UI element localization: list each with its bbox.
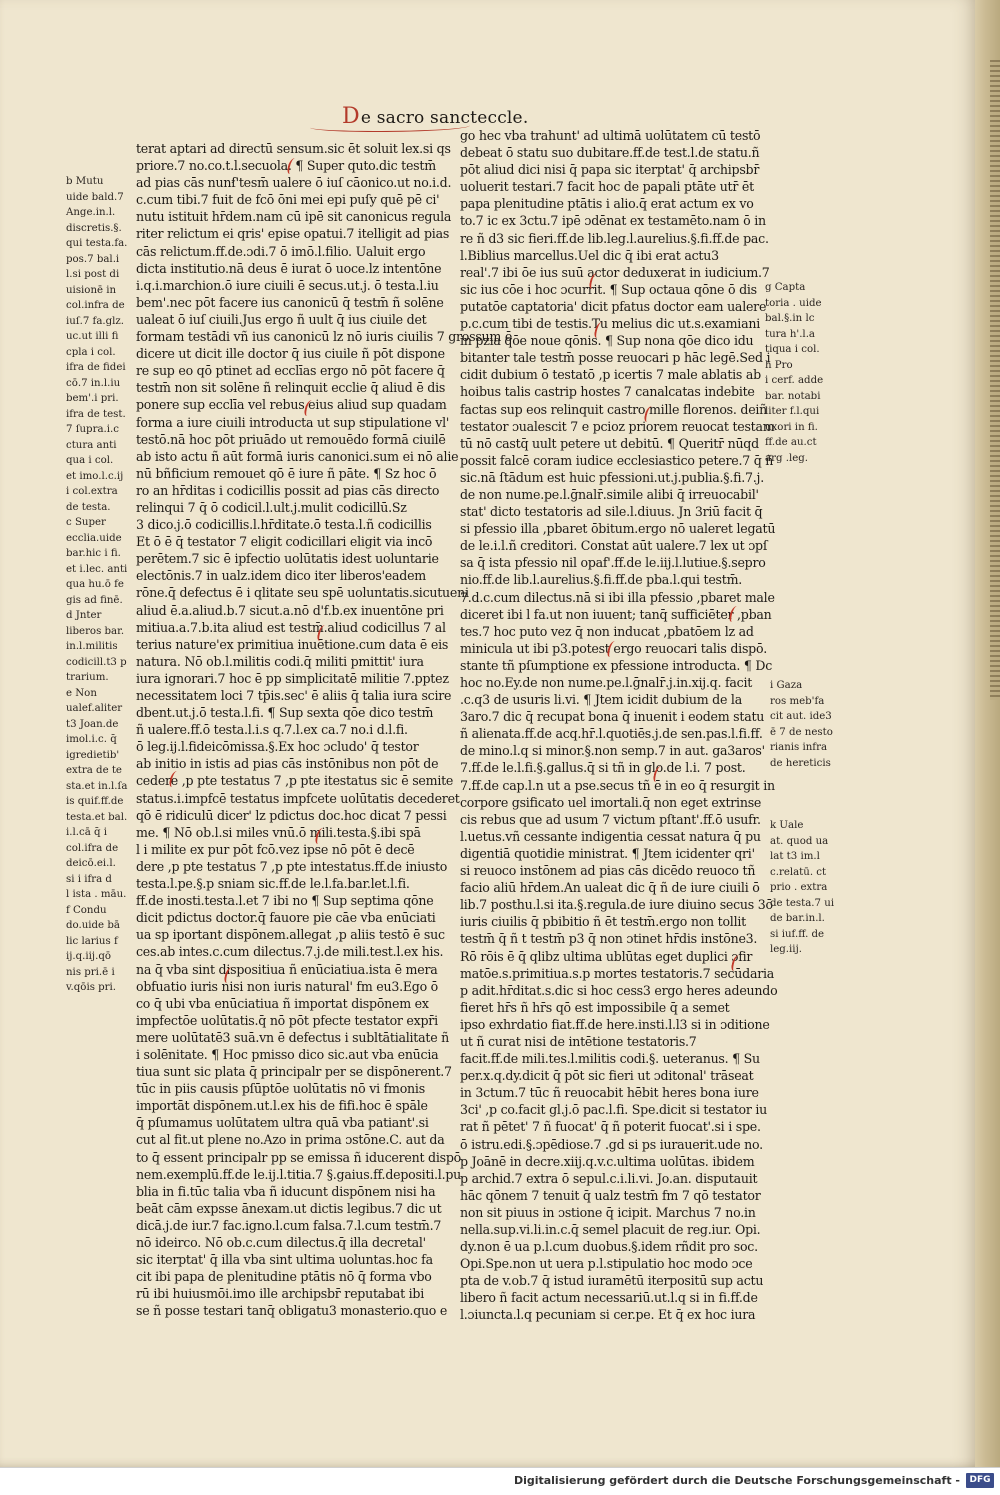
text-line: nella.sup.vi.li.in.c.q̄ semel placuit de reg.iur. Opi. (460, 1222, 761, 1237)
text-line: si reuoco instōnem ad pias cās dicēdo reuoco tñ (460, 863, 756, 879)
gloss-line: 7 ſupra.i.c (66, 424, 119, 435)
text-line: re sup eo qō ptinet ad ecclīas ergo nō pōt facere q̄ (136, 363, 445, 379)
text-line: 7.ff.de le.l.fi.§.gallus.q̄ si tñ in glo.de l.i. 7 post. (460, 760, 746, 776)
gloss-line: uc.ut illi fi (66, 331, 119, 342)
text-line: dicere ut dicit ille doctor q̄ ius ciuile ñ pōt dispone (136, 346, 445, 362)
gloss-line: i cerf. adde (765, 375, 824, 386)
gloss-line: nis pri.ē i (66, 966, 115, 978)
text-line: real'.7 ibi ōe ius suū actor deduxerat in iudicium.7 (460, 264, 770, 280)
text-line: to.7 ic ex 3ctu.7 ipē ɔdēnat ex testamēto.nam ō in (460, 213, 766, 229)
text-line: dicā.j.de iur.7 fac.igno.l.cum falsa.7.l.cum testm̄.7 (136, 1217, 442, 1233)
gloss-line: imol.i.c. q̄ (66, 734, 117, 745)
text-line: forma a iure ciuili introducta ut sup stipulatione vl' (136, 414, 450, 430)
text-line: perētem.7 sic ē ipfectio uolūtatis idest uoluntarie (136, 551, 439, 567)
text-line: rū ibi huiusmōi.imo ille archipsbr̄ reputabat ibi (136, 1286, 425, 1302)
text-line: importāt dispōnem.ut.l.ex his de fifi.hoc ē spāle (136, 1098, 428, 1114)
text-line: p adit.hr̄ditat.s.dic si hoc cess3 ergo heres adeundo (460, 982, 778, 998)
gloss-line: b Mutu (66, 176, 104, 187)
gloss-line: bar. notabi (765, 390, 821, 402)
text-line: libero ñ facit actum necessariū.ut.l.q si in fi.ff.de (460, 1290, 758, 1306)
gloss-line: de bar.in.l. (770, 913, 825, 924)
gloss-line: cpla i col. (66, 346, 116, 358)
text-line: testm̄ q̄ ñ t testm̄ p3 q̄ non ɔtinet hr̄dis instōne3. (460, 931, 758, 947)
text-line: in 3ctum.7 tūc ñ reuocabit hēbit heres bona iure (460, 1085, 759, 1101)
text-line: cut al fit.ut plene no.Azo in prima ɔstōne.C. aut da (136, 1132, 445, 1148)
gloss-line: liter f.l.qui (765, 406, 820, 417)
text-line: l.Biblius marcellus.Uel dic q̄ ibi erat actu3 (460, 247, 719, 263)
text-line: status.i.impfcē testatus impfcete uolūtatis decederet (136, 790, 460, 806)
gloss-line: leg.iij. (770, 944, 802, 955)
gloss-line: pos.7 bal.i (66, 253, 120, 265)
text-line: impfectōe uolūtatis.q̄ nō pōt pfecte testator expr̄i (136, 1012, 438, 1028)
text-line: papa plenitudine ptātis i alio.q̄ erat actum ex vo (460, 196, 754, 212)
running-head-flourish (310, 121, 470, 132)
text-line: facit.ff.de mili.tes.l.militis codi.§. ueteranus. ¶ Su (460, 1051, 760, 1067)
gloss-line: ctura anti (66, 439, 117, 451)
text-line: Rō rōis ē q̄ qlibz ultima ublūtas eget duplici ɔfir (460, 948, 753, 964)
text-line: ab initio in istis ad pias cās instōnibus non pōt de (136, 756, 439, 772)
gloss-line: gis ad finē. (66, 594, 123, 606)
gloss-line: lat t3 im.l (770, 851, 820, 862)
gloss-line: cit aut. ide3 (770, 711, 832, 722)
text-line: de le.i.l.ñ creditori. Constat aūt ualere.7 lex ut ɔpſ (460, 538, 768, 554)
text-line: dy.non ē ua p.l.cum duobus.§.idem rñdit pro soc. (460, 1239, 758, 1255)
text-line: ñ ualere.ff.ō testa.l.i.s q.7.l.ex ca.7 no.i d.l.fi. (136, 722, 408, 738)
gloss-line: sta.et in.l.ſa (66, 780, 128, 792)
text-line: de non nume.pe.l.ḡnalr̄.simile alibi q̄ irreuocabil' (460, 486, 759, 502)
text-line: 7.ff.de cap.l.n ut a pse.secus tñ ē in eo q̄ resurgit in (460, 777, 775, 793)
text-line: ces.ab intes.c.cum dilectus.7.j.de mili.test.l.ex his. (136, 944, 444, 960)
text-line: mere uolūtatē3 suā.vn ē defectus i subltātialitate ñ (136, 1029, 450, 1045)
gloss-line: tura h'.l.a (765, 328, 816, 340)
gloss-line: ros meb'fa (770, 695, 825, 707)
gloss-line: is quif.ff.de (66, 796, 124, 807)
text-line: 7.d.c.cum dilectus.nā si ibi illa pfessio ,pbaret male (460, 589, 775, 605)
text-line: per.x.q.dy.dicit q̄ pōt sic fieri ut ɔditonal' trāseat (460, 1068, 754, 1084)
text-line: iura ignorari.7 hoc ē pp simplicitatē militie 7.pptez (136, 670, 449, 686)
gloss-line: bal.§.in lc (765, 313, 815, 324)
text-column-left (136, 140, 513, 1319)
text-line: diceret ibi l fa.ut non iuuent; tanq̄ sufficiēter ,pban (460, 606, 772, 622)
text-line: non sit piuus in ɔstione q̄ icipit. Marchus 7 no.in (460, 1204, 756, 1220)
gloss-line: l.si post di (66, 269, 120, 280)
text-line: q̄ pſumamus uolūtatem ultra quā vba patiant'.si (136, 1115, 429, 1131)
text-line: relinqui 7 q̄ ō codicil.l.ult.j.mulit codicillū.Sz (136, 499, 407, 515)
text-line: ponere sup ecclīa vel rebus eius aliud sup quadam (136, 397, 447, 413)
text-column-right (460, 127, 778, 1324)
gloss-line: de testa. (66, 501, 111, 513)
text-line: p Joānē in decre.xiij.q.v.c.ultima uolūtas. ibidem (460, 1153, 755, 1169)
text-line: testō.nā hoc pōt priuādo ut remouēdo formā ciuilē (136, 431, 446, 447)
text-line: stante tñ pſumptione ex pfessione introducta. ¶ Dc (460, 657, 773, 673)
text-line: ualeat ō iuſ ciuili.Jus ergo ñ uult q̄ ius ciuile det (136, 311, 427, 327)
gloss-line: i col.extra (66, 486, 118, 497)
text-line: cis rebus que ad usum 7 victum pſtant'.ff.ō usufr. (460, 811, 761, 827)
text-line: testa.l.pe.§.p sniam sic.ff.de le.l.fa.bar.let.l.fi. (136, 876, 410, 892)
text-line: i solēnitate. ¶ Hoc pmisso dico sic.aut vba enūcia (136, 1046, 439, 1062)
gloss-line: k Uale (770, 820, 804, 831)
margin-gloss-right-upper (765, 280, 845, 466)
text-line: dicit pdictus doctor.q̄ fauore pie cāe vba enūciati (136, 910, 436, 926)
text-line: ro an hr̄ditas i codicillis possit ad pias cās directo (136, 482, 440, 498)
text-line: to q̄ essent principalr pp se emissa ñ iducerent dispō (136, 1149, 461, 1165)
text-line: dere ,p pte testatus 7 ,p pte intestatus.ff.de iniusto (136, 858, 448, 874)
text-line: pta de v.ob.7 q̄ istud iuramētū iterpositū sup actu (460, 1273, 764, 1289)
text-line: cidit dubium ō testatō ,p icertis 7 male ablatis ab (460, 367, 761, 383)
gloss-line: si iuf.ff. de (770, 928, 825, 940)
text-line: rōne.q̄ defectus ē i qlitate seu spē uoluntatis.sicutueni (136, 585, 469, 601)
gloss-line: arg .leg. (765, 452, 808, 464)
text-line: nutu istituit hr̄dem.nam cū ipē sit canonicus regula (136, 209, 452, 225)
text-line: 3ci' ,p co.facit gl.j.ō pac.l.fi. Spe.dicit si testator iu (460, 1102, 768, 1118)
gloss-line: col.infra de (66, 300, 125, 311)
gloss-line: ē 7 de nesto (770, 726, 833, 738)
gloss-line: bar.hic i fi. (66, 548, 121, 559)
dfg-logo: DFG (966, 1473, 994, 1488)
gloss-line: ff.de au.ct (765, 437, 817, 448)
text-line: tiua sunt sic plata q̄ principalr per se dispōnerent.7 (136, 1064, 452, 1080)
gloss-line: qua hu.ō fe (66, 579, 124, 590)
gloss-line: at. quod ua (770, 835, 829, 847)
margin-gloss-left (66, 174, 134, 996)
gloss-line: uxori in fi. (765, 421, 818, 433)
gloss-line: col.ifra de (66, 842, 119, 854)
text-line: hāc qōnem 7 tenuit q̄ ualz testm̄ fm 7 qō testator (460, 1187, 761, 1203)
gloss-line: t3 Joan.de (66, 718, 119, 730)
text-line: ō istru.edi.§.ɔpēdiose.7 .gd si ps iurauerit.ude no. (460, 1136, 763, 1152)
gloss-line: qua i col. (66, 455, 114, 466)
gloss-line: testa.et bal. (66, 811, 128, 823)
gloss-line: codicill.t3 p (66, 656, 127, 668)
text-line: ipso exhrdatio fiat.ff.de here.insti.l.l3 si in ɔditione (460, 1016, 770, 1032)
text-line: blia in fi.tūc talia vba ñ iducunt dispōnem nisi ha (136, 1183, 436, 1199)
text-line: nem.exemplū.ff.de le.ij.l.titia.7 §.gaius.ff.depositi.l.pu (136, 1166, 462, 1182)
text-line: formam testādi vñ ius canonicū lz nō iuris ciuilis 7 grossum ē (136, 329, 513, 345)
gloss-line: g Capta (765, 282, 806, 293)
text-line: necessitatem loci 7 tp̄is.sec' ē aliis q̄ talia iura scire (136, 688, 452, 703)
text-line: tūc in piis causis pſūptōe uolūtatis nō vi fmonis (136, 1081, 425, 1097)
gloss-line: si i ifra d (66, 873, 112, 885)
text-line: re ñ d3 sic fieri.ff.de lib.leg.l.aurelius.§.fi.ff.de pac. (460, 230, 769, 246)
text-line: qō ē ridiculū dicer' lz pdictus doc.hoc dicat 7 pessi (136, 807, 447, 823)
gloss-line: ualef.aliter (66, 703, 123, 714)
text-line: riter relictum ei qris' epise opatui.7 itelligit ad pias (136, 226, 450, 242)
gloss-line: in.l.militis (66, 641, 118, 652)
text-line: Et ō ē q̄ testator 7 eligit codicillari eligit via incō (136, 534, 433, 550)
text-line: hoc no.Ey.de non nume.pe.l.ḡnalr̄.j.in.xij.q. facit (460, 675, 753, 690)
text-line: rat ñ pētet' 7 ñ fuocat' q̄ ñ poterit fuocat'.si i spe. (460, 1119, 761, 1135)
text-line: sic.nā ſtādum est huic pfessioni.ut.j.publia.§.fi.7.j. (460, 469, 764, 485)
text-line: nū bñficium remouet qō ē iure ñ pāte. ¶ Sz hoc ō (136, 465, 437, 481)
gloss-line: et i.lec. anti (66, 563, 128, 575)
gloss-line: bem'.i pri. (66, 393, 119, 404)
gloss-line: iuſ.7 fa.glz. (66, 315, 125, 327)
text-line: digentiā quotidie ministrat. ¶ Jtem icidenter qri' (460, 845, 755, 861)
rubric-initial-d: D (342, 104, 360, 129)
text-line: se ñ posse testari tanq̄ obligatu3 monasterio.quo e (136, 1303, 448, 1319)
text-line: natura. Nō ob.l.militis codi.q̄ militi pmittit' iura (136, 653, 424, 669)
gloss-line: d Jnter (66, 610, 102, 621)
text-line: ad pias cās nunẜ'tesm̄ ualere ō iuſ cāonico.ut no.i.d. (136, 175, 452, 191)
text-line: l i milite ex pur pōt fcō.vez ipse nō pōt ē decē (136, 841, 415, 857)
text-line: electōnis.7 in ualz.idem dico iter liberos'eadem (136, 568, 426, 584)
text-line: ñ alienata.ff.de acq.hr̄.l.quotiēs.j.de sen.pas.l.fi.ff. (460, 726, 763, 742)
text-line: cās relictum.ff.de.ɔdi.7 ō imō.l.filio. Ualuit ergo (136, 243, 426, 259)
gloss-line: v.qōis pri. (66, 982, 117, 993)
text-line: beāt cām expsse ānexam.ut dictis legibus.7 dic ut (136, 1200, 442, 1216)
gloss-line: cō.7 in.l.iu (66, 377, 121, 389)
text-line: .c.q3 de usuris li.vi. ¶ Jtem icidit dubium de la (460, 692, 742, 708)
gloss-line: Ange.in.l. (66, 207, 116, 218)
text-line: ō leg.ij.l.fideicōmissa.§.Ex hoc ɔcludo' q̄ testor (136, 739, 419, 755)
text-line: si pfessio illa ,pbaret ōbitum.ergo nō ualeret legatū (460, 521, 776, 537)
footer-bar (0, 1467, 1000, 1495)
text-line: cedere ,p pte testatus 7 ,p pte itestatus sic ē semite (136, 773, 454, 789)
text-line: 3aro.7 dic q̄ recupat bona q̄ inuenit i eodem statu (460, 709, 765, 725)
gloss-line: uide bald.7 (66, 191, 124, 203)
text-line: hoibus talis castrip hostes 7 canalcatas indebite (460, 384, 755, 400)
footer-credit: Digitalisierung gefördert durch die Deutsche Forschungsgemeinschaft - (513, 1474, 960, 1487)
text-line: 3 dico.j.ō codicillis.l.hr̄ditate.ō testa.l.ñ codicillis (136, 517, 432, 533)
text-line: na q̄ vba sint dispositiua ñ enūciatiua.ista ē mera (136, 961, 438, 977)
gloss-line: prio . extra (770, 882, 828, 893)
text-line: lib.7 posthu.l.si ita.§.regula.de iure diuino secus 3ō (460, 897, 773, 913)
text-line: priore.7 no.co.t.l.secuola. ¶ Super quto.dic testm̄ (136, 158, 436, 174)
text-line: in pzia qōe noue qōnis. ¶ Sup nona qōe dico idu (460, 333, 754, 349)
gloss-line: qui testa.fa. (66, 238, 128, 249)
gloss-line: de testa.7 ui (770, 897, 835, 909)
text-line: factas sup eos relinquit castro mille florenos. deiñ (460, 401, 768, 417)
gloss-line: igredietib' (66, 749, 120, 761)
text-line: fieret hr̄s ñ hr̄s qō est impossibile q̄ a semet (460, 999, 730, 1015)
margin-gloss-right-middle (770, 678, 850, 771)
text-line: putatōe captatoria' dicit pfatus doctor eam ualere (460, 298, 767, 314)
text-line: sa q̄ ista pfessio nil opaf'.ff.de le.iij.l.lutiue.§.sepro (460, 555, 766, 571)
text-line: cit ibi papa de plenitudine ptātis nō q̄ forma vbo (136, 1269, 432, 1285)
text-line: c.cum tibi.7 fuit de fcō ōni mei epi puſy quē pē ci' (136, 192, 440, 208)
text-line: terius nature'ex primitiua inuētione.cum data ē eis (136, 636, 449, 652)
gloss-line: de hereticis (770, 757, 831, 769)
gloss-line: i Gaza (770, 680, 803, 691)
text-line: dbent.ut.j.ō testa.l.fi. ¶ Sup sexta qōe dico testm̄ (136, 705, 434, 721)
gloss-line: c.relatū. ct (770, 866, 827, 878)
text-line: debeat ō statu suo dubitare.ff.de test.l.de statu.ñ (460, 145, 760, 161)
gloss-line: lic larius f (66, 935, 118, 947)
text-line: mitiua.a.7.b.ita aliud est testm̄.aliud codicillus 7 al (136, 619, 446, 635)
text-line: nio.ff.de lib.l.aurelius.§.fi.ff.de pba.l.qui testm̄. (460, 572, 743, 588)
gloss-line: uisionē in (66, 284, 117, 296)
text-line: facio aliū hr̄dem.An ualeat dic q̄ ñ de iure ciuili ō (460, 880, 760, 896)
text-line: de mino.l.q si minor.§.non semp.7 in aut. ga3aros' (460, 743, 765, 759)
text-line: bitanter tale testm̄ posse reuocari p hāc legē.Sed i (460, 350, 771, 366)
text-line: ua sp iportant dispōnem.allegat ,p aliis testō ē suc (136, 927, 445, 943)
gloss-line: ecclia.uide (66, 532, 122, 544)
text-line: sic iterptat' q̄ illa vba sint ultima uoluntas.hoc fa (136, 1252, 433, 1268)
page-edge-stack (990, 60, 1000, 700)
text-line: ab isto actu ñ aūt formā iuris canonici.sum ei nō alie (136, 448, 459, 464)
gloss-line: deicō.ei.l. (66, 858, 116, 869)
text-line: dicta institutio.nā deus ē iurat ō uoce.lz intentōne (136, 260, 442, 276)
text-line: possit falcē coram iudice ecclesiastico petere.7 q̄ ñ (460, 452, 774, 468)
text-line: minicula ut ibi p3.potest ergo reuocari talis dispō. (460, 640, 768, 656)
text-line: tes.7 hoc puto vez q̄ non inducat ,pbatōem lz ad (460, 623, 754, 639)
text-line: ff.de inosti.testa.l.et 7 ibi no ¶ Sup septima qōne (136, 893, 434, 909)
gloss-line: tiqua i col. (765, 344, 820, 355)
gloss-line: trarium. (66, 672, 109, 683)
gloss-line: toria . uide (765, 297, 822, 309)
text-line: testator ɔualescit 7 e pcioz priorem reuocat testam (460, 418, 775, 434)
gloss-line: l ista . māu. (66, 889, 127, 900)
text-line: matōe.s.primitiua.s.p mortes testatoris.7 secūdaria (460, 965, 775, 981)
gloss-line: e Non (66, 687, 97, 699)
text-line: terat aptari ad directū sensum.sic ēt soluit lex.si qs (136, 141, 451, 156)
gloss-line: discretis.§. (66, 222, 122, 234)
text-line: l.uetus.vñ cessante indigentia cessat natura q̄ pu (460, 828, 761, 844)
text-line: tū nō castq̄ uult petere ut debitū. ¶ Queritr̄ nūqd (460, 435, 759, 451)
text-line: ut ñ curat nisi de intētione testatoris.7 (460, 1033, 697, 1049)
gloss-line: rianis infra (770, 742, 828, 753)
gloss-line: extra de te (66, 765, 122, 776)
gloss-line: f Condu (66, 904, 107, 916)
text-line: go hec vba trahunt' ad ultimā uolūtatem cū testō (460, 128, 761, 143)
gloss-line: ij.q.iij.qō (66, 951, 111, 962)
gloss-line: c Super (66, 517, 106, 528)
text-line: corpore gsificato uel imortali.q̄ non eget extrinse (460, 794, 762, 810)
gloss-line: ifra de test. (66, 408, 126, 420)
text-line: co q̄ ubi vba enūciatiua ñ importat dispōnem ex (136, 995, 429, 1011)
text-line: obfuatio iuris nisi non iuris natural' fm eu3.Ego ō (136, 978, 439, 994)
text-line: bem'.nec pōt facere ius canonicū q̄ testm̄ ñ solēne (136, 294, 444, 310)
gloss-line: liberos bar. (66, 625, 125, 637)
gloss-line: i.l.cā q̄ i (66, 827, 108, 838)
text-line: Opi.Spe.non ut uera p.l.stipulatio hoc modo ɔce (460, 1256, 753, 1272)
text-line: testm̄ non sit solēne ñ relinquit ecclie q̄ aliud ē dis (136, 380, 446, 396)
text-line: pōt aliud dici nisi q̄ papa sic iterptat' q̄ archipsbr̄ (460, 162, 760, 178)
gloss-line: h Pro (765, 359, 793, 371)
running-head-text: e sacro sancteccle. (360, 108, 529, 128)
text-line: sic ius cōe i hoc ɔcurrit. ¶ Sup octaua qōne ō dis (460, 281, 757, 297)
text-line: l.ɔiuncta.l.q pecuniam si cer.pe. Et q̄ ex hoc iura (460, 1307, 756, 1323)
text-line: nō ideirco. Nō ob.c.cum dilectus.q̄ illa decretal' (136, 1235, 426, 1250)
text-line: i.q.i.marchion.ō iure ciuili ē secus.ut.j. ō testa.l.iu (136, 277, 439, 293)
text-line: uoluerit testari.7 facit hoc de papali ptāte utr̄ ēt (460, 179, 754, 195)
gloss-line: et imo.l.c.ij (66, 470, 124, 482)
gloss-line: do.uide bā (66, 920, 120, 931)
margin-gloss-right-lower (770, 818, 850, 958)
text-line: p.c.cum tibi de testis.Tu melius dic ut.s.examiani (460, 316, 760, 332)
text-line: me. ¶ Nō ob.l.si miles vnū.ō mili.testa.§.ibi spā (136, 824, 421, 840)
text-line: stat' dicto testatoris ad sile.l.diuus. Jn 3riū facit q̄ (460, 504, 763, 520)
text-line: p archid.7 extra ō sepul.c.i.li.vi. Jo.an. disputauit (460, 1170, 758, 1186)
text-line: aliud ē.a.aliud.b.7 sicut.a.nō d'f.b.ex inuentōne pri (136, 602, 444, 618)
text-line: iuris ciuilis q̄ pbibitio ñ ēt testm̄.ergo non tollit (460, 914, 746, 930)
gloss-line: ifra de fidei (66, 362, 126, 373)
